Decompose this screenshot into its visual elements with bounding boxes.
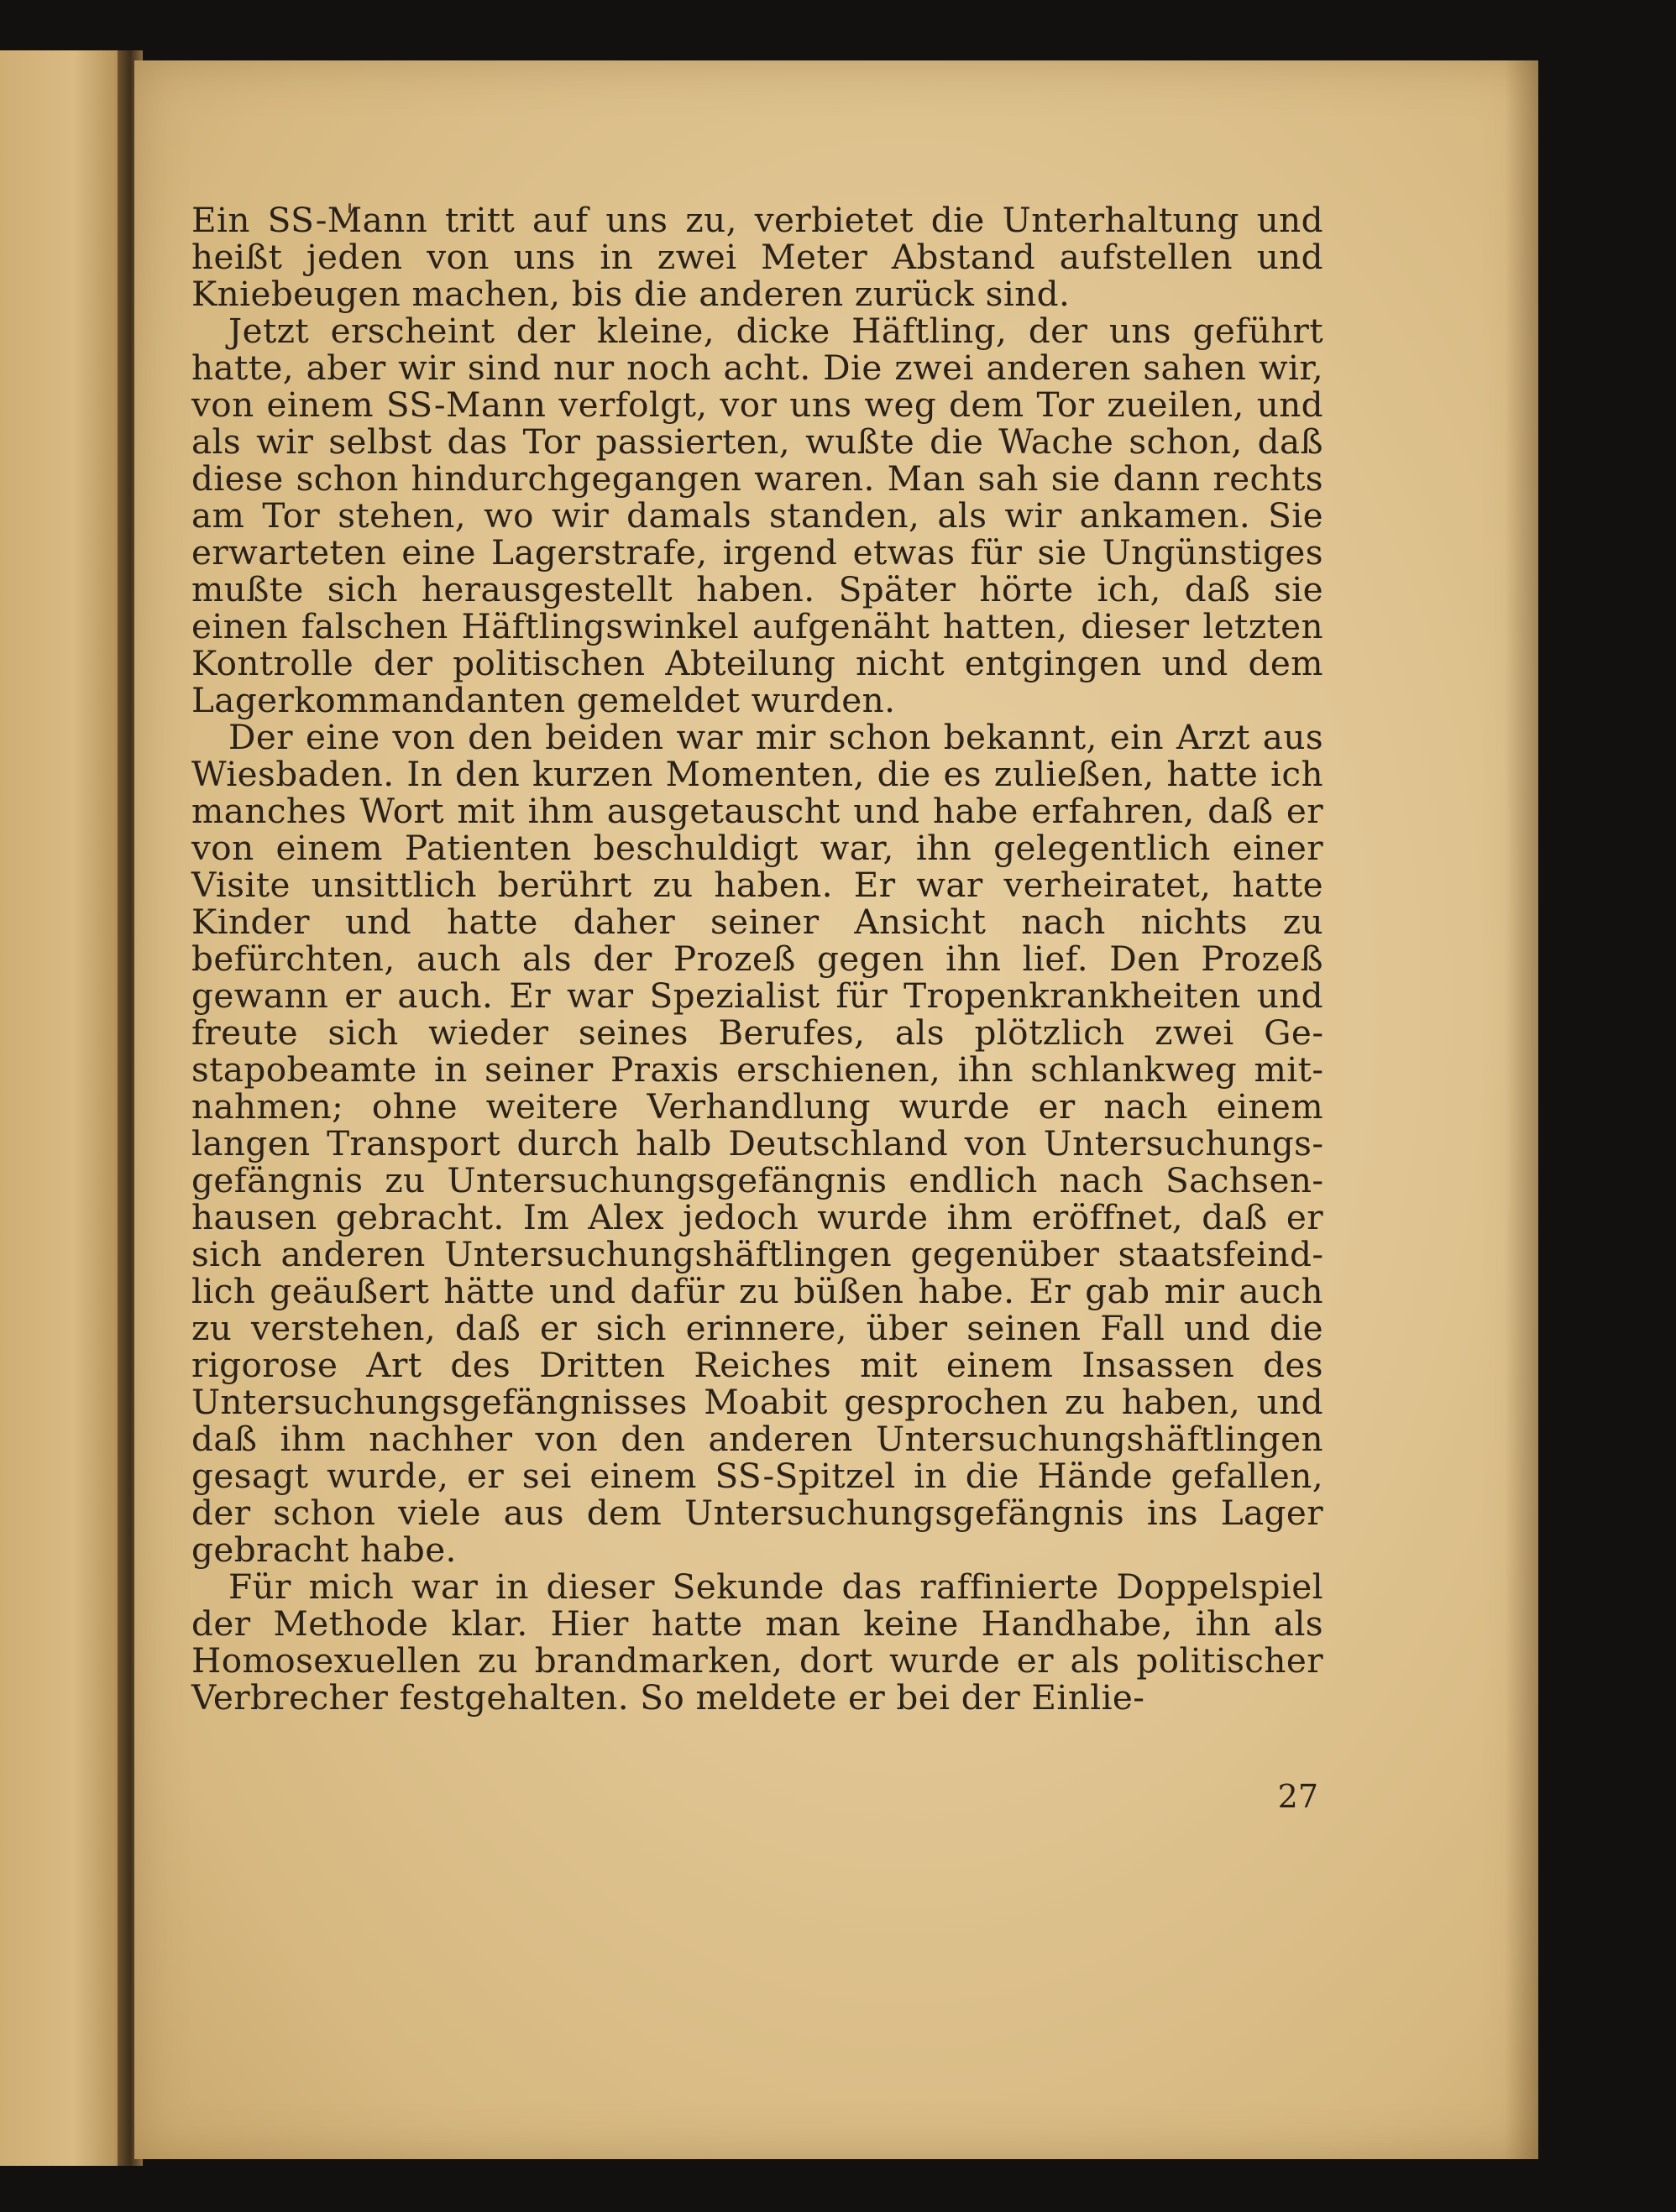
paragraph-2: Jetzt erscheint der kleine, dicke Häftling, der uns geführt hatte, aber wir sind nur noch acht. Die zwei anderen sahen wir, von einem SS-Mann verfolgt, vor uns weg dem Tor zueilen, und als wir selbst das Tor passierten, wußte die Wache schon, daß diese schon hindurchgegangen waren. Man sah sie dann rechts am Tor stehen, wo wir damals standen, als wir ankamen. Sie erwarteten eine Lagerstrafe, irgend etwas für sie Ungünstiges mußte sich herausgestellt haben. Später hörte ich, daß sie einen falschen Häftlingswinkel aufgenäht hatten, dieser letzten Kontrolle der politischen Abteilung nicht entgingen und dem Lagerkommandanten gemeldet wurden. — [191, 311, 1323, 720]
paragraph-4: Für mich war in dieser Sekunde das raffinierte Doppelspiel der Methode klar. Hier hatte man keine Handhabe, ihn als Homosexuellen zu brandmarken, dort wurde er als politischer Verbrecher festgehalten. So meldete er bei der Einlie- — [191, 1566, 1323, 1718]
body-text — [191, 201, 1323, 1716]
page-number: 27 — [1277, 1778, 1318, 1815]
paragraph-1: Ein SS-Mann tritt auf uns zu, verbietet die Unterhaltung und heißt jeden von uns in zwei Meter Abstand aufstellen und Kniebeugen machen, bis die anderen zurück sind. — [191, 200, 1323, 314]
paragraph-3: Der eine von den beiden war mir schon bekannt, ein Arzt aus Wiesbaden. In den kurzen Momenten, die es zuließen, hatte ich manches Wort mit ihm ausgetauscht und habe erfahren, daß er von einem Patienten beschuldigt war, ihn gelegentlich einer Visite unsittlich berührt zu haben. Er war verheiratet, hatte Kinder und hatte daher seiner Ansicht nach nichts zu befürchten, auch als der Prozeß gegen ihn lief. Den Prozeß gewann er auch. Er war Spezialist für Tropenkrankheiten und freute sich wieder seines Berufes, als plötzlich zwei Gestapobeamte in seiner Praxis erschienen, ihn schlankweg mitnahmen; ohne weitere Verhandlung wurde er nach einem langen Transport durch halb Deutschland von Untersuchungsgefängnis zu Untersuchungsgefängnis endlich nach Sachsenhausen gebracht. Im Alex jedoch wurde ihm eröffnet, daß er sich anderen Untersuchungshäftlingen gegenüber staatsfeindlich geäußert hätte und dafür zu büßen habe. Er gab mir auch zu verstehen, daß er sich erinnere, über seinen Fall und die rigorose Art des Dritten Reiches mit einem Insassen des Untersuchungsgefängnisses Moabit gesprochen zu haben, und daß ihm nachher von den anderen Untersuchungshäftlingen gesagt wurde, er sei einem SS-Spitzel in die Hände gefallen, der schon viele aus dem Untersuchungsgefängnis ins Lager gebracht habe. — [191, 717, 1323, 1570]
page-edge-shadow — [1505, 60, 1538, 2159]
facing-page-edge — [0, 50, 134, 2166]
